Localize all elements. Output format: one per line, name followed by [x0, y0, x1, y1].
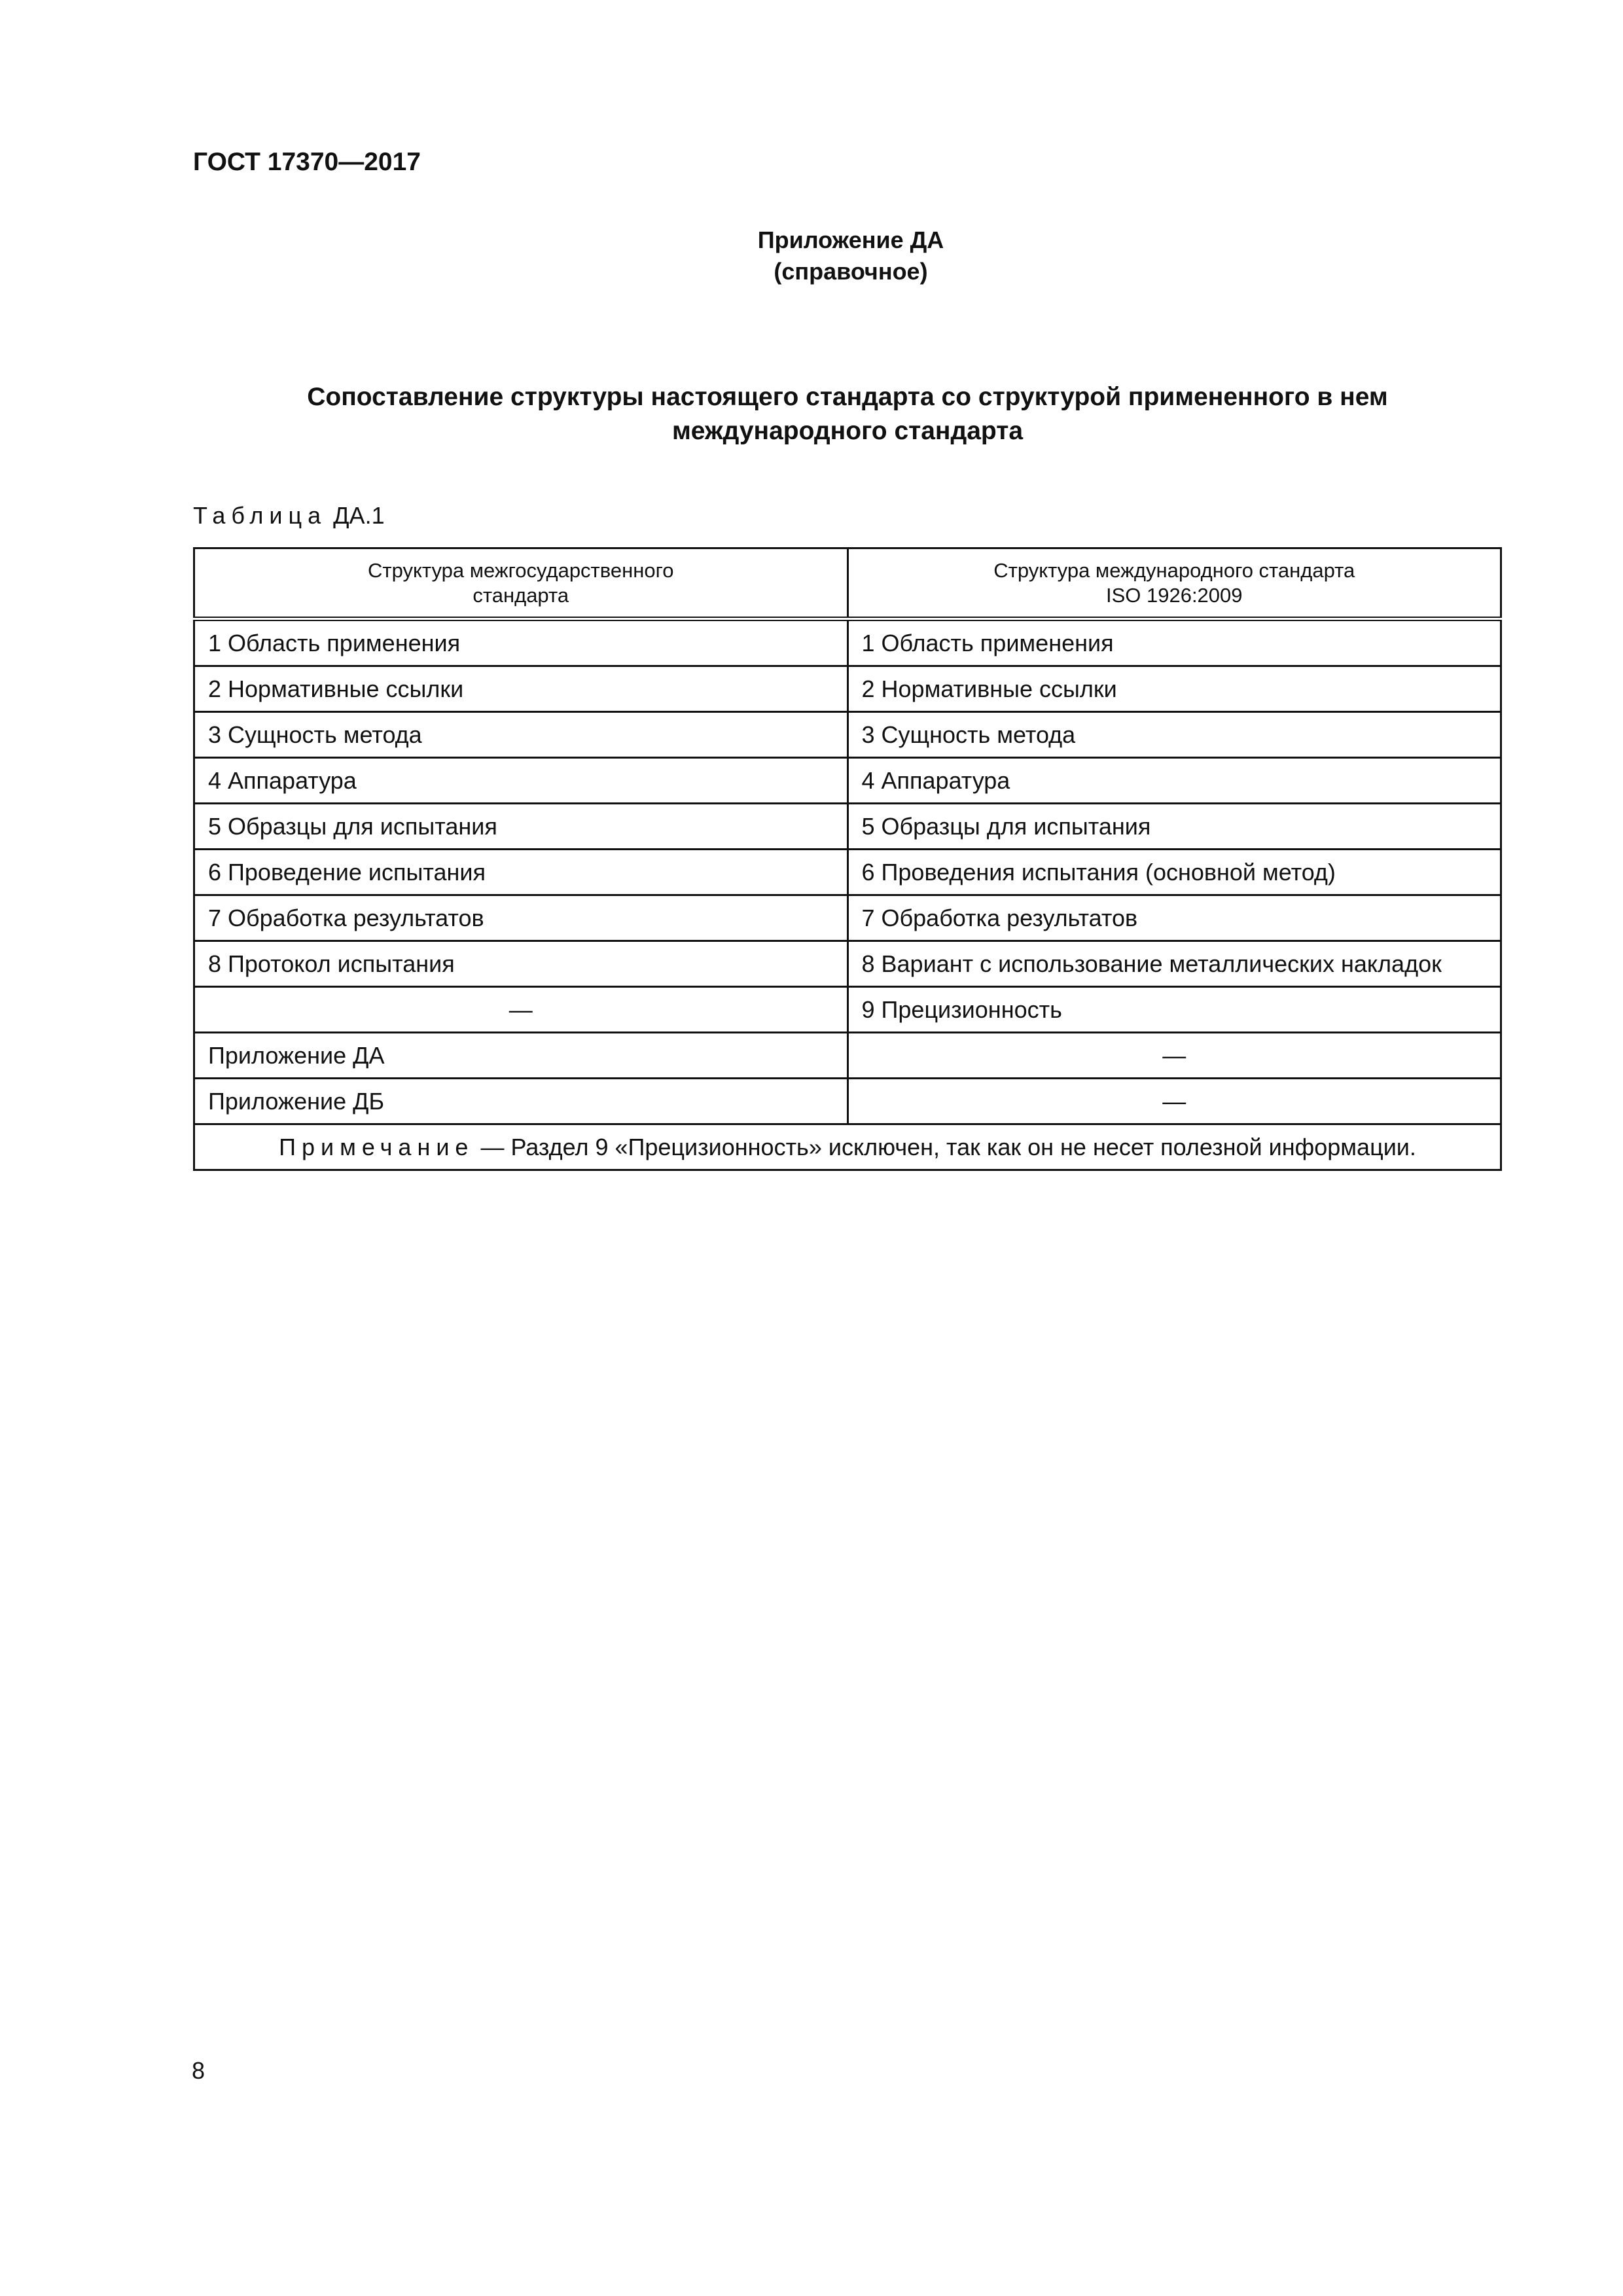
table-note-word: Примечание: [279, 1133, 474, 1160]
table-row: [194, 850, 1501, 895]
table-row: [194, 941, 1501, 987]
heading-line-2: международного стандарта: [671, 417, 1024, 445]
table-cell: 7 Обработка результатов: [194, 895, 848, 941]
table-cell: 2 Нормативные ссылки: [194, 666, 848, 712]
table-cell: Приложение ДБ: [194, 1079, 848, 1124]
table-cell: 2 Нормативные ссылки: [847, 666, 1501, 712]
appendix-status: (справочное): [774, 258, 928, 285]
column-header-line: Структура международного стандарта: [993, 558, 1355, 582]
table-cell-dash: —: [194, 987, 848, 1033]
table-header-row: [194, 548, 1501, 619]
table-row: [194, 1079, 1501, 1124]
table-caption-word: Таблица: [193, 502, 327, 529]
table-cell: 6 Проведение испытания: [194, 850, 848, 895]
table-row: [194, 895, 1501, 941]
heading-line-1: Сопоставление структуры настоящего стандарта со структурой примененного в нем: [307, 383, 1388, 411]
table-cell: 5 Образцы для испытания: [847, 804, 1501, 850]
column-header-international: [847, 548, 1501, 619]
column-header-line: стандарта: [473, 583, 569, 607]
table-row: [194, 666, 1501, 712]
table-row: [194, 804, 1501, 850]
table-cell: 3 Сущность метода: [194, 712, 848, 758]
table-note-text: — Раздел 9 «Прецизионность» исключен, так как он не несет полезной информации.: [480, 1133, 1416, 1160]
table-cell: 4 Аппаратура: [847, 758, 1501, 804]
table-caption-number: ДА.1: [333, 502, 385, 529]
table-cell: 6 Проведения испытания (основной метод): [847, 850, 1501, 895]
table-row: [194, 758, 1501, 804]
table-note: [194, 1124, 1501, 1170]
table-cell-dash: —: [847, 1033, 1501, 1079]
table-cell: 8 Протокол испытания: [194, 941, 848, 987]
table-row: [194, 1033, 1501, 1079]
table-cell: Приложение ДА: [194, 1033, 848, 1079]
appendix-label: [713, 224, 988, 287]
table-note-row: [194, 1124, 1501, 1170]
document-code: ГОСТ 17370—2017: [193, 148, 421, 176]
table-cell-dash: —: [847, 1079, 1501, 1124]
structure-comparison-table: [193, 547, 1502, 1171]
table-cell: 1 Область применения: [847, 619, 1501, 666]
table-cell: 1 Область применения: [194, 619, 848, 666]
column-header-line: Структура межгосударственного: [368, 558, 674, 582]
table-caption: [193, 502, 385, 529]
column-header-interstate: [194, 548, 848, 619]
table-cell: 9 Прецизионность: [847, 987, 1501, 1033]
section-heading: [193, 380, 1502, 448]
table-cell: 7 Обработка результатов: [847, 895, 1501, 941]
table-row: [194, 619, 1501, 666]
table-cell: 3 Сущность метода: [847, 712, 1501, 758]
page-number: 8: [192, 2057, 205, 2084]
appendix-title: Приложение ДА: [757, 226, 944, 253]
table-row: [194, 712, 1501, 758]
table-row: [194, 987, 1501, 1033]
table-cell: 4 Аппаратура: [194, 758, 848, 804]
table-cell: 8 Вариант с использование металлических накладок: [847, 941, 1501, 987]
table-cell: 5 Образцы для испытания: [194, 804, 848, 850]
column-header-line: ISO 1926:2009: [1105, 583, 1243, 607]
